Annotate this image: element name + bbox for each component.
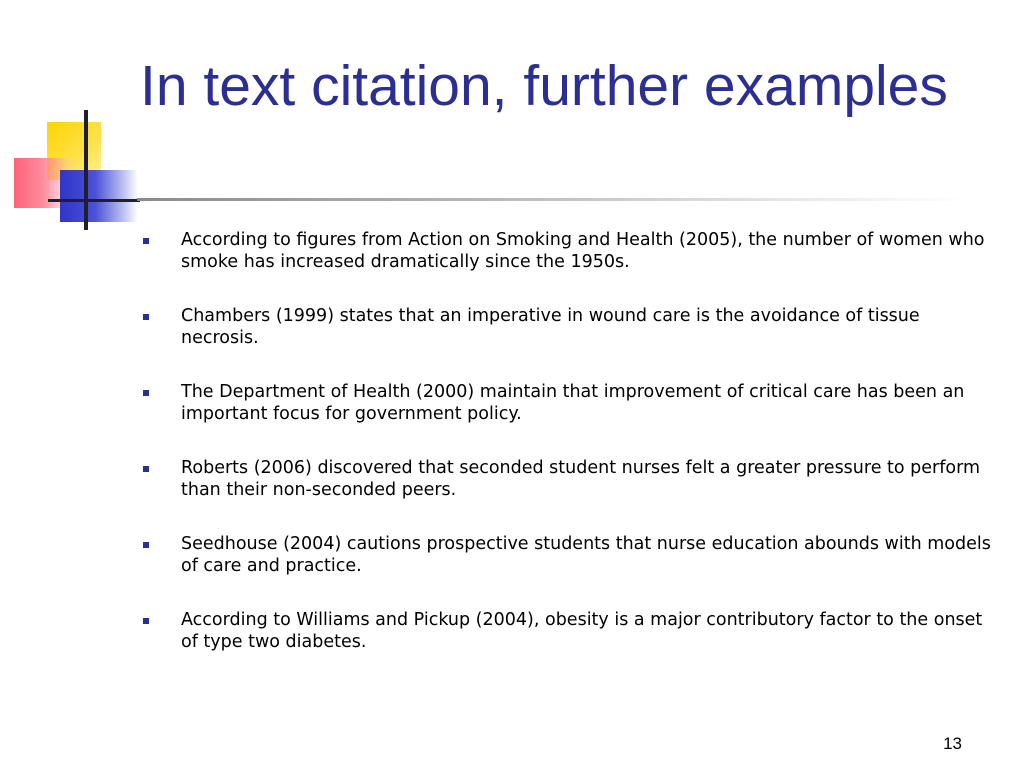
bullet-square-icon: [143, 238, 149, 244]
bullet-item: [140, 457, 1000, 501]
bullet-square-icon: [143, 314, 149, 320]
title-divider: [137, 198, 967, 201]
page-number: 13: [943, 734, 962, 753]
bullet-item: [140, 533, 1000, 577]
ornament-blue-square: [60, 170, 138, 222]
ornament-horizontal-line: [48, 199, 140, 202]
title-ornament: [0, 0, 140, 240]
bullet-text: The Department of Health (2000) maintain that improvement of critical care has been an important focus for government policy.: [181, 382, 965, 424]
slide-title: In text citation, further examples: [140, 54, 948, 118]
bullet-square-icon: [143, 466, 149, 472]
bullet-square-icon: [143, 542, 149, 548]
bullet-item: [140, 609, 1000, 653]
ornament-vertical-line: [84, 110, 88, 230]
bullet-text: According to figures from Action on Smoking and Health (2005), the number of women who smoke has increased dramatically since the 1950s.: [181, 230, 985, 272]
bullet-square-icon: [143, 618, 149, 624]
bullet-item: [140, 229, 1000, 273]
bullet-text: Seedhouse (2004) cautions prospective students that nurse education abounds with models of care and practice.: [181, 534, 991, 576]
bullet-text: Roberts (2006) discovered that seconded student nurses felt a greater pressure to perform than their non-seconded peers.: [181, 458, 981, 500]
bullet-item: [140, 381, 1000, 425]
bullet-item: [140, 305, 1000, 349]
bullet-text: According to Williams and Pickup (2004), obesity is a major contributory factor to the onset of type two diabetes.: [181, 610, 983, 652]
bullet-square-icon: [143, 390, 149, 396]
bullet-list: [140, 229, 1000, 685]
bullet-text: Chambers (1999) states that an imperative in wound care is the avoidance of tissue necrosis.: [181, 306, 920, 348]
